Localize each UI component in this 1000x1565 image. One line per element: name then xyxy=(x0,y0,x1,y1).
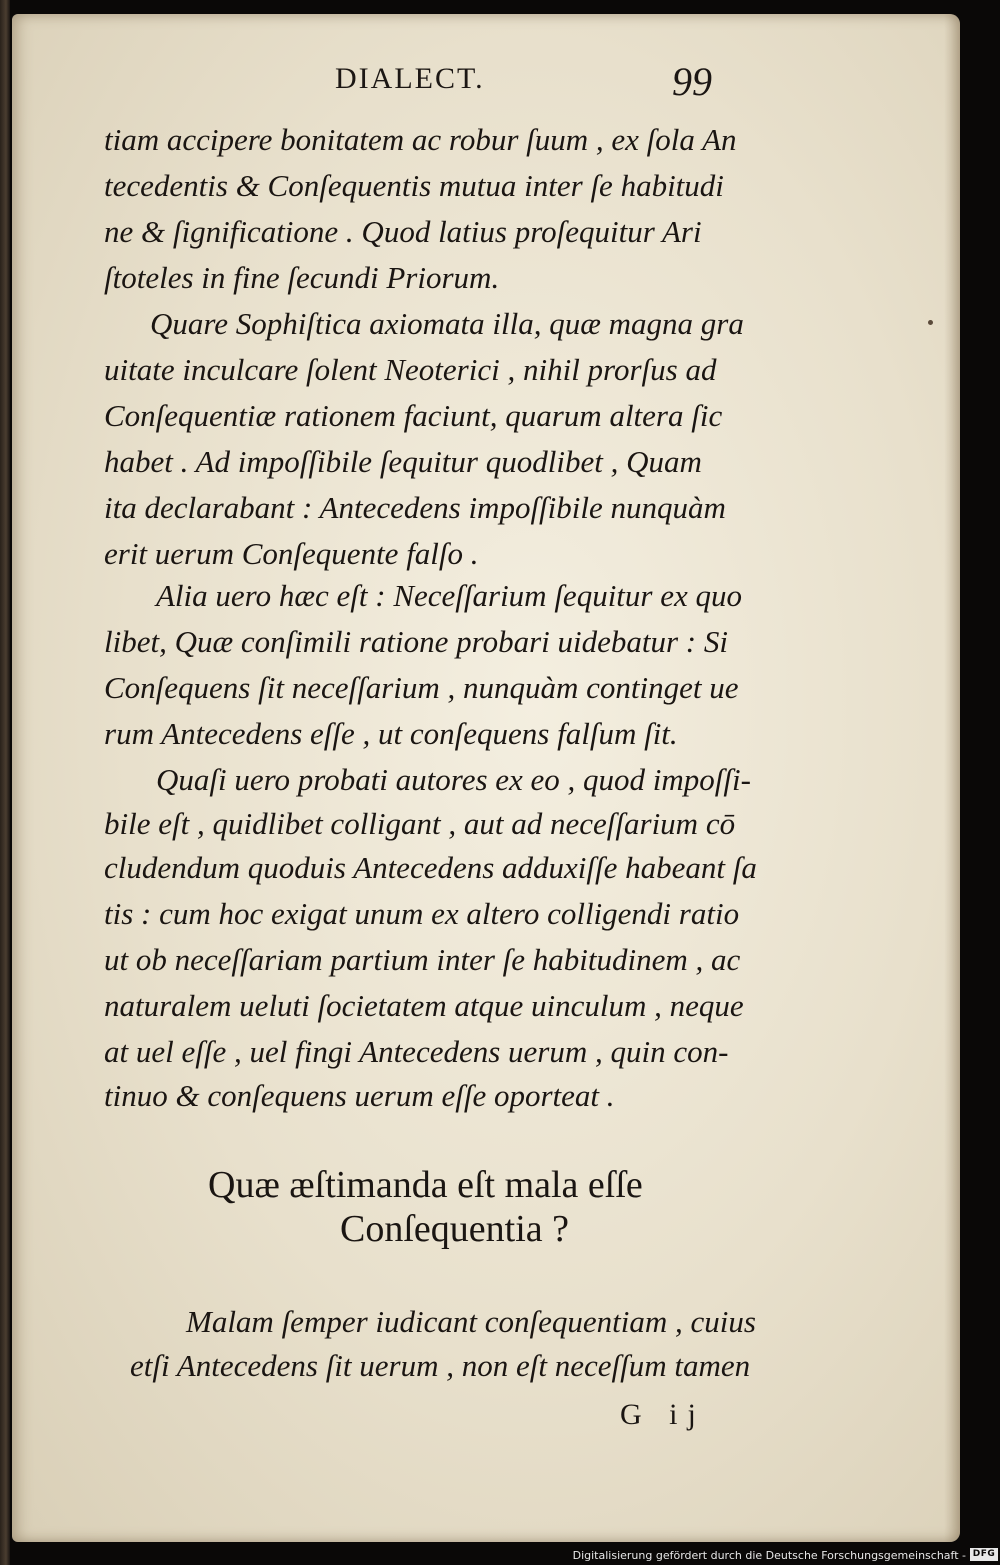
body-line: ſtoteles in fine ſecundi Priorum. xyxy=(104,260,500,295)
body-line: ita declarabant : Antecedens impoſſibile nunquàm xyxy=(104,490,726,525)
body-line: Quaſi uero probati autores ex eo , quod impoſſi- xyxy=(156,762,751,797)
body-line: Conſequentiæ rationem faciunt, quarum altera ſic xyxy=(104,398,723,433)
body-line: ut ob neceſſariam partium inter ſe habitudinem , ac xyxy=(104,942,741,977)
body-line: Alia uero hæc eſt : Neceſſarium ſequitur ex quo xyxy=(156,578,743,613)
page-number: 99 xyxy=(672,59,712,104)
body-line: cludendum quoduis Antecedens adduxiſſe habeant ſa xyxy=(104,850,757,885)
body-line: Quare Sophiſtica axiomata illa, quæ magna gra xyxy=(150,306,744,341)
body-line: bile eſt , quidlibet colligant , aut ad neceſſarium cō xyxy=(104,806,736,841)
page-fore-edge xyxy=(944,14,960,1542)
body-line: at uel eſſe , uel fingi Antecedens uerum , quin con- xyxy=(104,1034,729,1069)
section-heading-line-1: Quæ æſtimanda eſt mala eſſe xyxy=(208,1164,643,1206)
running-head: DIALECT. xyxy=(335,62,485,95)
dfg-logo-icon: DFG xyxy=(970,1548,998,1561)
body-line: tinuo & conſequens uerum eſſe oporteat . xyxy=(104,1078,615,1113)
body-line: rum Antecedens eſſe , ut conſequens falſum ſit. xyxy=(104,716,678,751)
body-line: libet, Quæ conſimili ratione probari uidebatur : Si xyxy=(104,624,728,659)
body-line: ne & ſignificatione . Quod latius proſequitur Ari xyxy=(104,214,702,249)
book-binding-edge xyxy=(0,0,10,1565)
body-line: uitate inculcare ſolent Neoterici , nihil prorſus ad xyxy=(104,352,717,387)
body-line: Conſequens ſit neceſſarium , nunquàm continget ue xyxy=(104,670,739,705)
body-line: erit uerum Conſequente falſo . xyxy=(104,536,479,571)
body-line: tiam accipere bonitatem ac robur ſuum , ex ſola An xyxy=(104,122,737,157)
paper-speck xyxy=(928,320,933,325)
body-line: tis : cum hoc exigat unum ex altero colligendi ratio xyxy=(104,896,740,931)
body-line: naturalem ueluti ſocietatem atque uinculum , neque xyxy=(104,988,744,1023)
signature-mark: G ij xyxy=(620,1398,706,1431)
body-line: habet . Ad impoſſibile ſequitur quodlibet , Quam xyxy=(104,444,702,479)
body-line: Malam ſemper iudicant conſequentiam , cuius xyxy=(186,1304,756,1339)
body-line: tecedentis & Conſequentis mutua inter ſe habitudi xyxy=(104,168,724,203)
footer-credit: Digitalisierung gefördert durch die Deutsche Forschungsgemeinschaft - xyxy=(572,1549,966,1562)
section-heading-line-2: Conſequentia ? xyxy=(340,1208,569,1250)
body-line: etſi Antecedens ſit uerum , non eſt neceſſum tamen xyxy=(130,1348,751,1383)
